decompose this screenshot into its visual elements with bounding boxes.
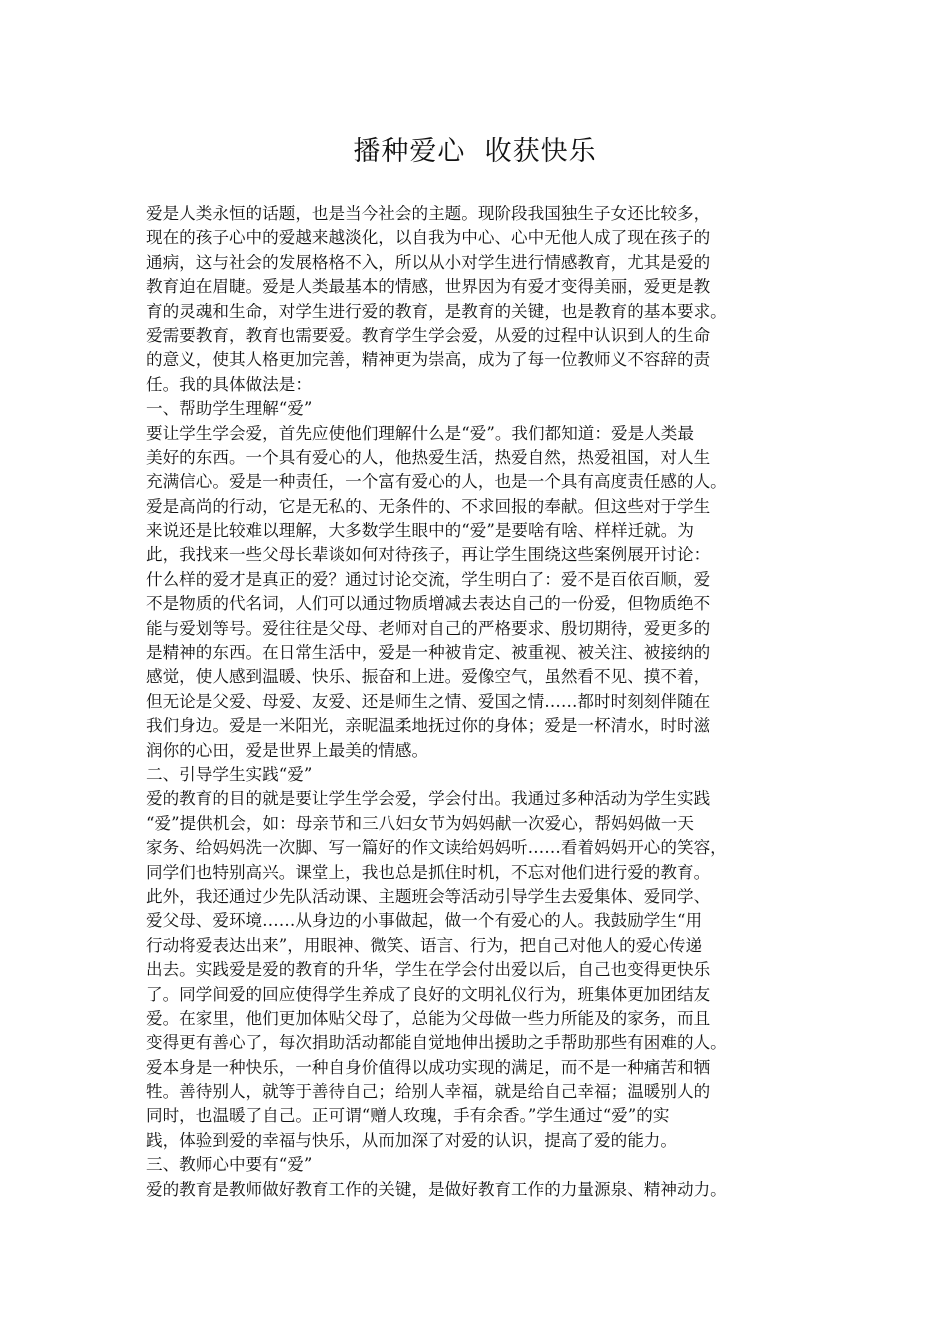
text-line: 要让学生学会爱，首先应使他们理解什么是“爱”。我们都知道：爱是人类最 — [146, 423, 694, 443]
text-line: 是精神的东西。在日常生活中，爱是一种被肯定、被重视、被关注、被接纳的 — [146, 643, 711, 663]
text-line: 爱的教育的目的就是要让学生学会爱，学会付出。我通过多种活动为学生实践 — [146, 789, 711, 809]
text-line: 润你的心田，爱是世界上最美的情感。 — [146, 740, 429, 760]
text-line: 了。同学间爱的回应使得学生养成了良好的文明礼仪行为，班集体更加团结友 — [146, 984, 711, 1004]
text-line: 充满信心。爱是一种责任，一个富有爱心的人，也是一个具有高度责任感的人。 — [146, 472, 727, 492]
text-line: 二、引导学生实践“爱” — [146, 764, 313, 784]
text-line: 出去。实践爱是爱的教育的升华，学生在学会付出爱以后，自己也变得更快乐 — [146, 960, 711, 980]
document-body — [146, 202, 826, 1202]
text-line: 爱是人类永恒的话题，也是当今社会的主题。现阶段我国独生子女还比较多， — [146, 204, 711, 223]
text-line: 美好的东西。一个具有爱心的人，他热爱生活，热爱自然，热爱祖国，对人生 — [146, 447, 711, 467]
text-line: 同时，也温暖了自己。正可谓“赠人玫瑰，手有余香。”学生通过“爱”的实 — [146, 1106, 670, 1126]
text-line: 爱的教育是教师做好教育工作的关键，是做好教育工作的力量源泉、精神动力。 — [146, 1179, 727, 1199]
text-line: 能与爱划等号。爱往往是父母、老师对自己的严格要求、殷切期待，爱更多的 — [146, 618, 711, 638]
text-line: 感觉，使人感到温暖、快乐、振奋和上进。爱像空气，虽然看不见、摸不着， — [146, 667, 711, 687]
text-line: 育的灵魂和生命，对学生进行爱的教育，是教育的关键，也是教育的基本要求。 — [146, 301, 727, 321]
text-line: 牲。善待别人，就等于善待自己；给别人幸福，就是给自己幸福；温暖别人的 — [146, 1082, 711, 1102]
text-line: 但无论是父爱、母爱、友爱、还是师生之情、爱国之情……都时时刻刻伴随在 — [146, 691, 711, 711]
text-line: 现在的孩子心中的爱越来越淡化，以自我为中心、心中无他人成了现在孩子的 — [146, 228, 711, 248]
text-line: 行动将爱表达出来”，用眼神、微笑、语言、行为，把自己对他人的爱心传递 — [146, 935, 703, 955]
text-line: 此，我找来一些父母长辈谈如何对待孩子，再让学生围绕这些案例展开讨论： — [146, 545, 711, 565]
text-line: 爱。在家里，他们更加体贴父母了，总能为父母做一些力所能及的家务，而且 — [146, 1008, 711, 1028]
text-line: 家务、给妈妈洗一次脚、写一篇好的作文读给妈妈听……看着妈妈开心的笑容， — [146, 838, 727, 858]
text-line: 变得更有善心了，每次捐助活动都能自觉地伸出援助之手帮助那些有困难的人。 — [146, 1033, 727, 1053]
text-line: 爱父母、爱环境……从身边的小事做起，做一个有爱心的人。我鼓励学生“用 — [146, 911, 703, 931]
text-line: 的意义，使其人格更加完善，精神更为崇高，成为了每一位教师义不容辞的责 — [146, 350, 711, 370]
text-line: 三、教师心中要有“爱” — [146, 1155, 313, 1175]
text-line: 践，体验到爱的幸福与快乐，从而加深了对爱的认识，提高了爱的能力。 — [146, 1130, 677, 1150]
text-line: 通病，这与社会的发展格格不入，所以从小对学生进行情感教育，尤其是爱的 — [146, 252, 711, 272]
text-line: 爱本身是一种快乐，一种自身价值得以成功实现的满足，而不是一种痛苦和牺 — [146, 1057, 711, 1077]
text-line: 来说还是比较难以理解，大多数学生眼中的“爱”是要啥有啥、样样迁就。为 — [146, 521, 694, 541]
text-line: “爱”提供机会，如：母亲节和三八妇女节为妈妈献一次爱心，帮妈妈做一天 — [146, 813, 694, 833]
text-line: 任。我的具体做法是： — [146, 374, 312, 394]
text-line: 教育迫在眉睫。爱是人类最基本的情感，世界因为有爱才变得美丽，爱更是教 — [146, 277, 711, 297]
text-line: 不是物质的代名词，人们可以通过物质增减去表达自己的一份爱，但物质绝不 — [146, 594, 711, 614]
text-line: 此外，我还通过少先队活动课、主题班会等活动引导学生去爱集体、爱同学、 — [146, 886, 711, 906]
text-line: 同学们也特别高兴。课堂上，我也总是抓住时机，不忘对他们进行爱的教育。 — [146, 862, 711, 882]
text-line: 我们身边。爱是一米阳光，亲昵温柔地抚过你的身体；爱是一杯清水，时时滋 — [146, 716, 711, 736]
document-title: 播种爱心 收获快乐 — [353, 136, 597, 167]
text-line: 爱是高尚的行动，它是无私的、无条件的、不求回报的奉献。但这些对于学生 — [146, 496, 711, 516]
text-line: 什么样的爱才是真正的爱？通过讨论交流，学生明白了：爱不是百依百顺，爱 — [146, 569, 711, 589]
text-line: 爱需要教育，教育也需要爱。教育学生学会爱，从爱的过程中认识到人的生命 — [146, 325, 711, 345]
text-line: 一、帮助学生理解“爱” — [146, 399, 313, 419]
